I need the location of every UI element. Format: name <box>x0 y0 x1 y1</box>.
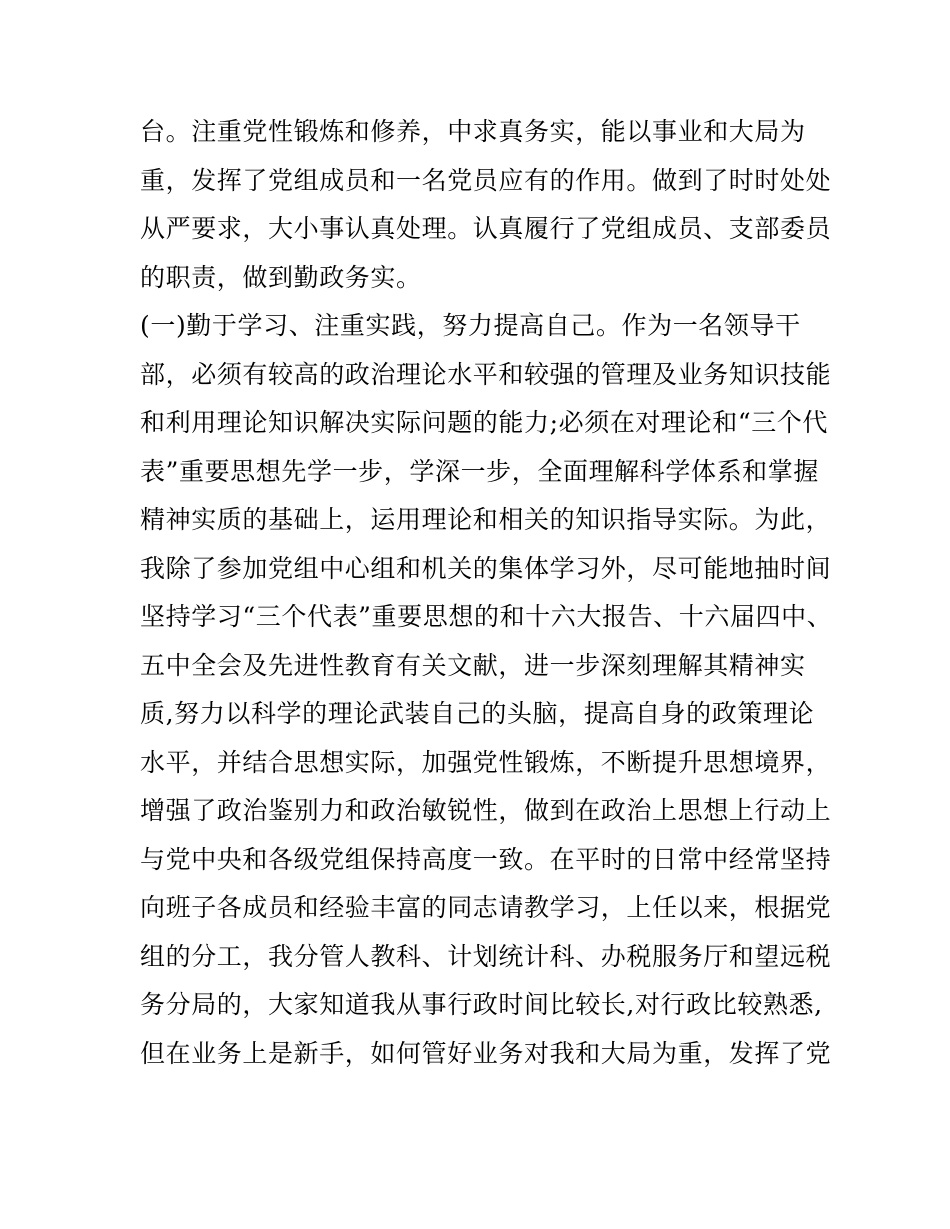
text-line: 和利用理论知识解决实际问题的能力;必须在对理论和“三个代 <box>140 408 829 437</box>
text-line: 的职责，做到勤政务实。 <box>140 262 422 292</box>
text-line: 水平，并结合思想实际，加强党性锻炼，不断提升思想境界， <box>140 747 832 777</box>
text-line: 台。注重党性锻炼和修养，中求真务实，能以事业和大局为 <box>140 117 806 146</box>
text-line: 五中全会及先进性教育有关文献，进一步深刻理解其精神实 <box>140 650 806 680</box>
text-line: 增强了政治鉴别力和政治敏锐性，做到在政治上思想上行动上 <box>140 796 832 825</box>
text-line: 部，必须有较高的政治理论水平和较强的管理及业务知识技能 <box>140 359 832 389</box>
text-line: 表”重要思想先学一步，学深一步，全面理解科学体系和掌握 <box>140 456 819 486</box>
text-line: 但在业务上是新手，如何管好业务对我和大局为重，发挥了党 <box>140 1038 832 1068</box>
text-line: 务分局的，大家知道我从事行政时间比较长,对行政比较熟悉, <box>140 990 823 1019</box>
text-line: 质,努力以科学的理论武装自己的头脑，提高自身的政策理论 <box>140 699 815 728</box>
text-line: 组的分工，我分管人教科、计划统计科、办税服务厅和望远税 <box>140 941 832 971</box>
text-line: 精神实质的基础上，运用理论和相关的知识指导实际。为此， <box>140 505 832 534</box>
text-line: (一)勤于学习、注重实践，努力提高自己。作为一名领导干 <box>140 311 801 340</box>
body-text <box>140 108 833 1078</box>
text-line: 我除了参加党组中心组和机关的集体学习外，尽可能地抽时间 <box>140 553 832 583</box>
text-line: 向班子各成员和经验丰富的同志请教学习，上任以来，根据党 <box>140 893 832 922</box>
text-line: 重，发挥了党组成员和一名党员应有的作用。做到了时时处处 <box>140 165 832 195</box>
text-line: 与党中央和各级党组保持高度一致。在平时的日常中经常坚持 <box>140 844 832 874</box>
text-line: 从严要求，大小事认真处理。认真履行了党组成员、支部委员 <box>140 214 832 243</box>
text-line: 坚持学习“三个代表”重要思想的和十六大报告、十六届四中、 <box>140 602 833 631</box>
